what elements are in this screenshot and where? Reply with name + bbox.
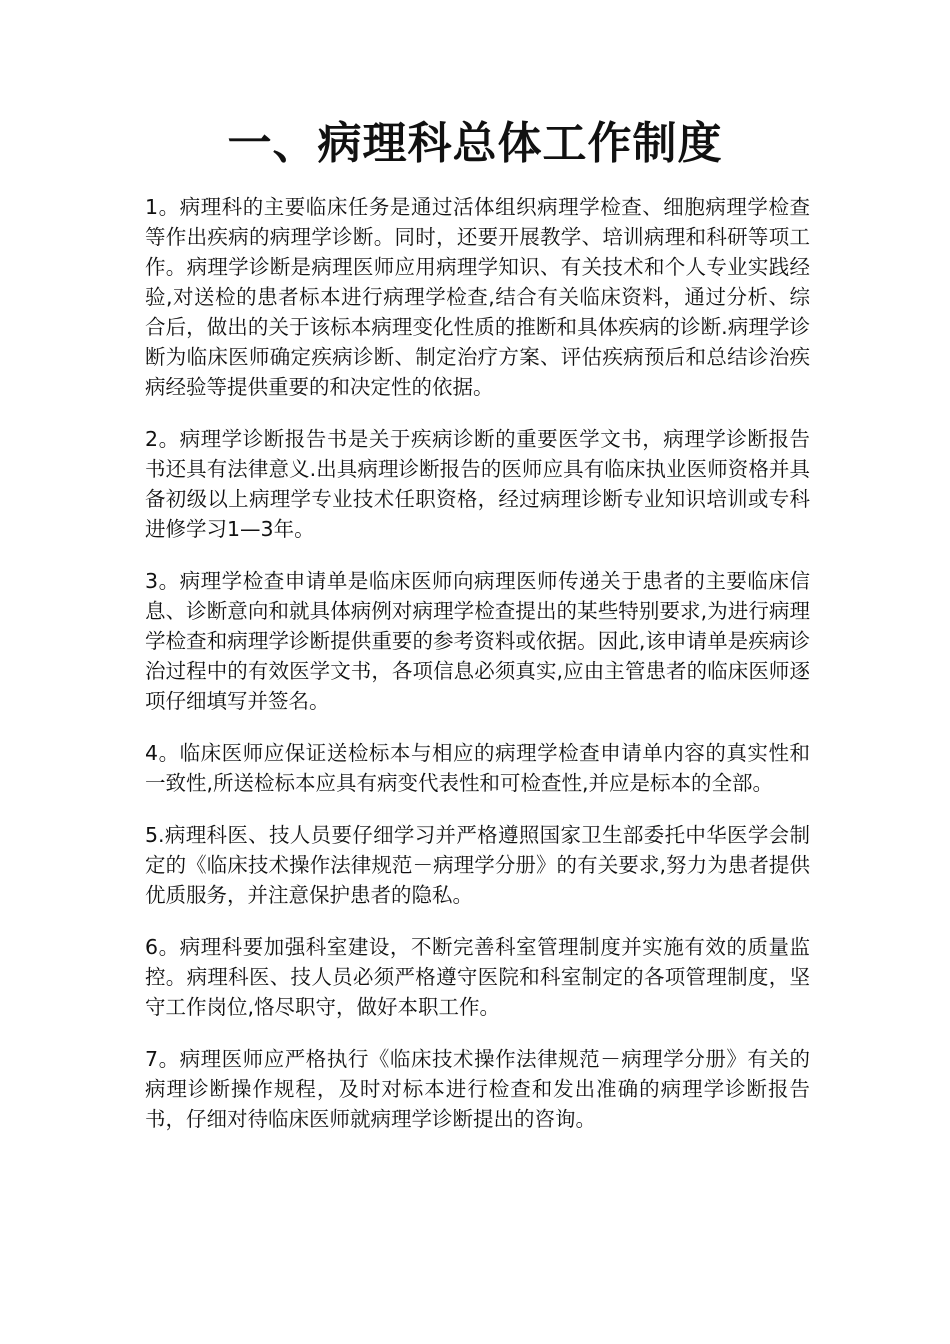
document-title: 一、病理科总体工作制度 [227, 118, 723, 169]
document-body [145, 192, 810, 1156]
paragraph-2: 2。病理学诊断报告书是关于疾病诊断的重要医学文书，病理学诊断报告书还具有法律意义.出具病理诊断报告的医师应具有临床执业医师资格并具备初级以上病理学专业技术任职资格，经过病理诊断专业知识培训或专科进修学习1—3年。 [145, 427, 810, 541]
paragraph-4: 4。临床医师应保证送检标本与相应的病理学检查申请单内容的真实性和一致性,所送检标本应具有病变代表性和可检查性,并应是标本的全部。 [145, 741, 810, 795]
paragraph-3: 3。病理学检查申请单是临床医师向病理医师传递关于患者的主要临床信息、诊断意向和就具体病例对病理学检查提出的某些特别要求,为进行病理学检查和病理学诊断提供重要的参考资料或依据。因此,该申请单是疾病诊治过程中的有效医学文书，各项信息必须真实,应由主管患者的临床医师逐项仔细填写并签名。 [145, 569, 810, 713]
paragraph-6: 6。病理科要加强科室建设，不断完善科室管理制度并实施有效的质量监控。病理科医、技人员必须严格遵守医院和科室制定的各项管理制度，坚守工作岗位,恪尽职守，做好本职工作。 [145, 935, 810, 1019]
paragraph-7: 7。病理医师应严格执行《临床技术操作法律规范－病理学分册》有关的病理诊断操作规程，及时对标本进行检查和发出准确的病理学诊断报告书，仔细对待临床医师就病理学诊断提出的咨询。 [145, 1047, 810, 1131]
paragraph-1: 1。病理科的主要临床任务是通过活体组织病理学检查、细胞病理学检查等作出疾病的病理学诊断。同时，还要开展教学、培训病理和科研等项工作。病理学诊断是病理医师应用病理学知识、有关技术和个人专业实践经验,对送检的患者标本进行病理学检查,结合有关临床资料，通过分析、综合后，做出的关于该标本病理变化性质的推断和具体疾病的诊断.病理学诊断为临床医师确定疾病诊断、制定治疗方案、评估疾病预后和总结诊治疾病经验等提供重要的和决定性的依据。 [145, 195, 810, 399]
paragraph-5: 5.病理科医、技人员要仔细学习并严格遵照国家卫生部委托中华医学会制定的《临床技术操作法律规范－病理学分册》的有关要求,努力为患者提供优质服务，并注意保护患者的隐私。 [145, 823, 810, 907]
